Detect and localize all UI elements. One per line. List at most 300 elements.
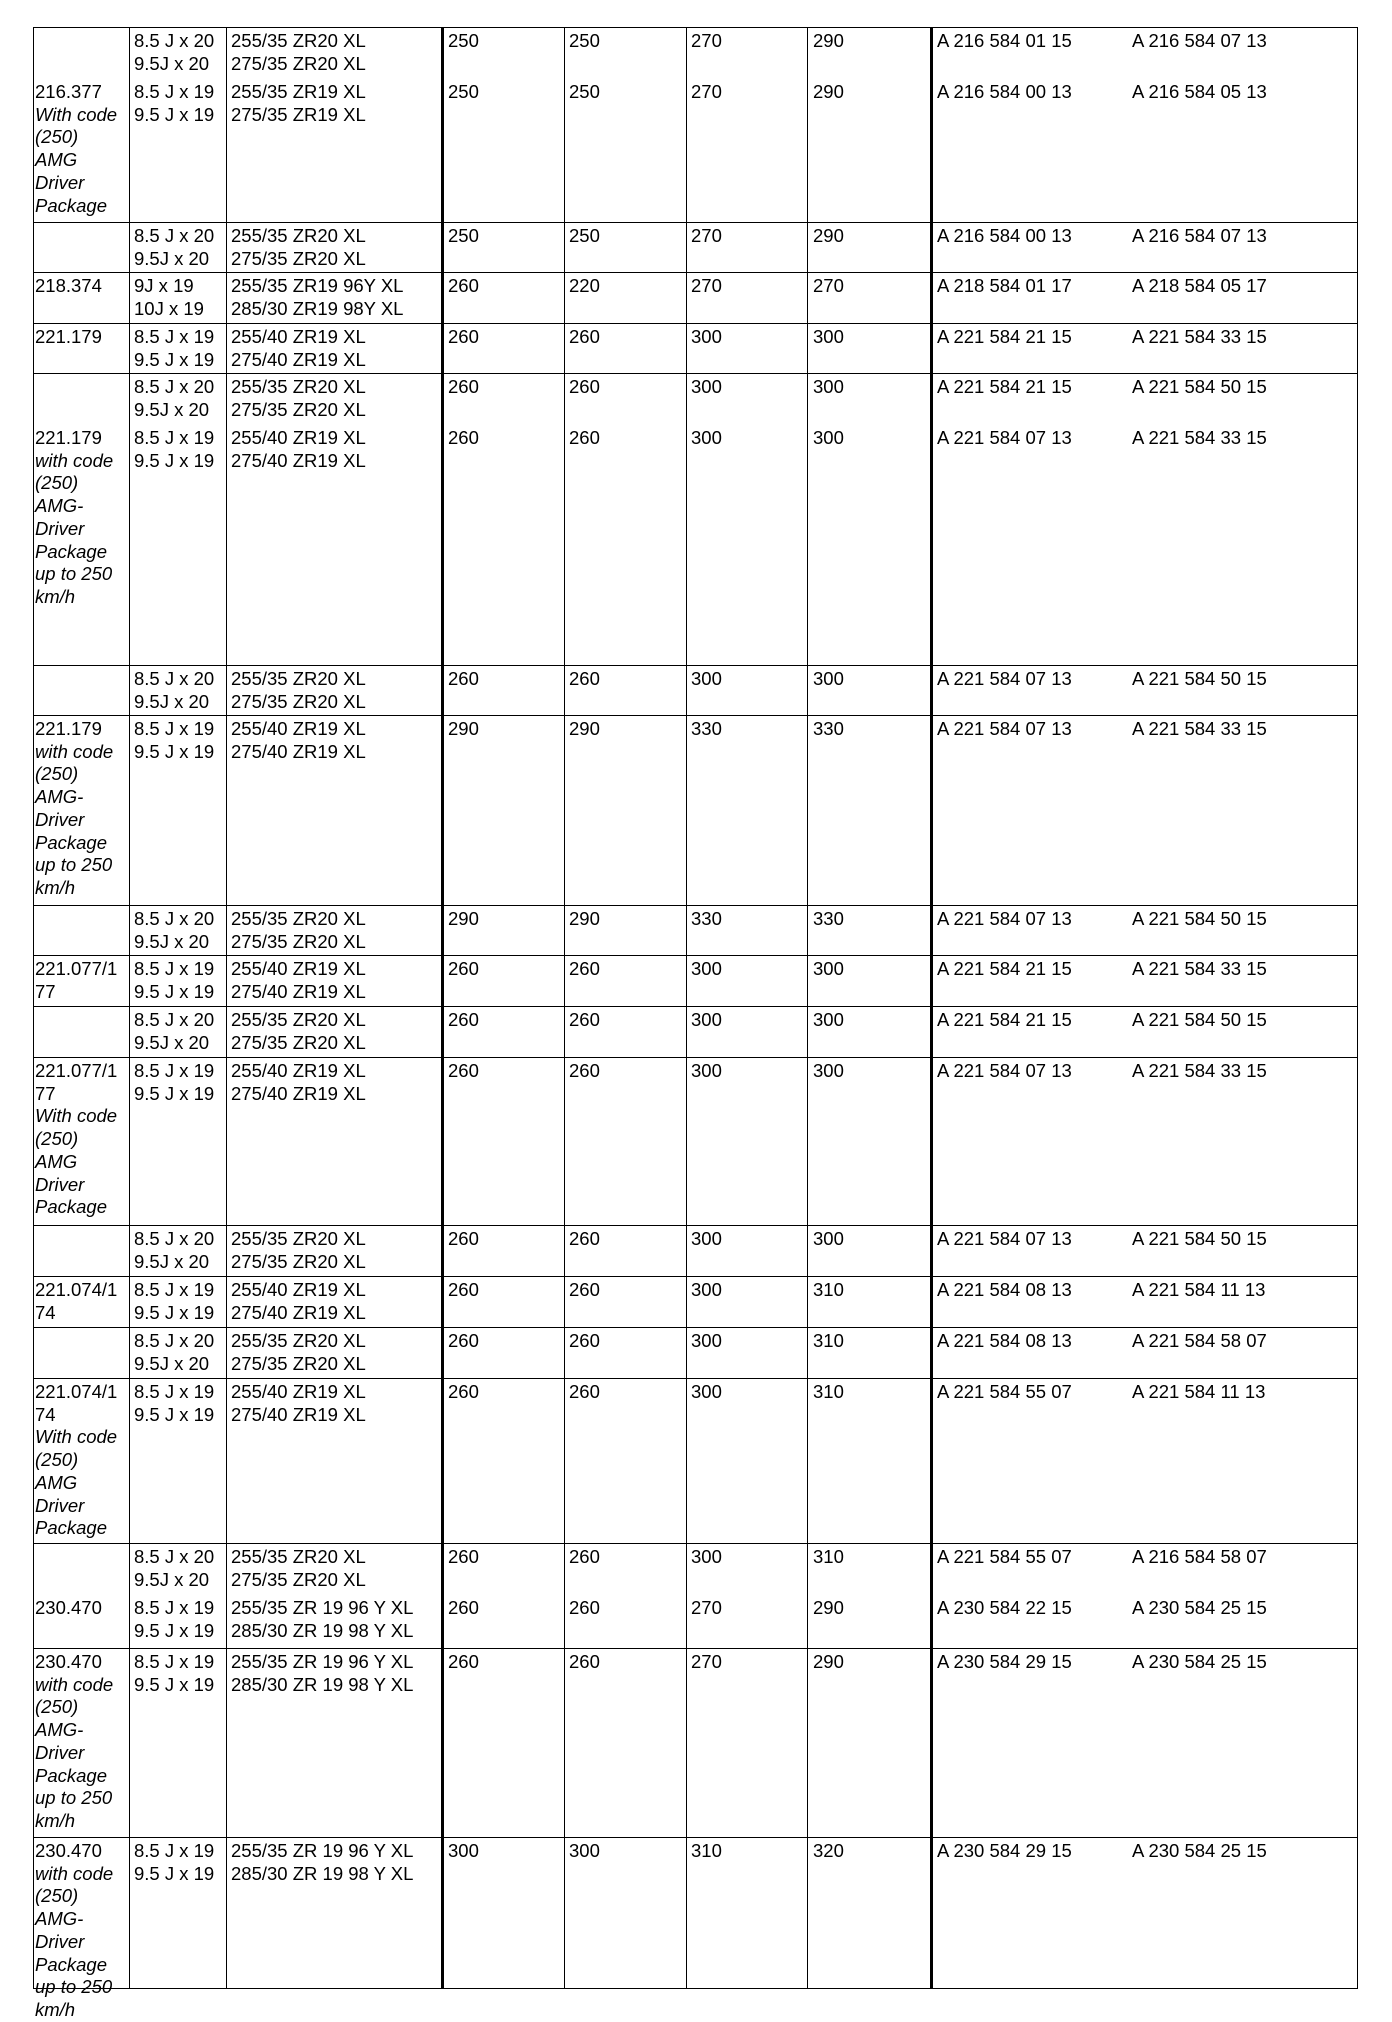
value-cell: 300 (691, 376, 722, 397)
value-cell: 260 (448, 1060, 479, 1081)
column-divider (807, 1058, 808, 1225)
column-divider (226, 374, 227, 665)
column-divider (807, 1226, 808, 1276)
table-row (33, 1276, 1358, 1327)
column-divider (564, 1544, 565, 1648)
tire-cell: 255/35 ZR20 XL 275/35 ZR20 XL (231, 668, 366, 712)
part-number-cell: A 221 584 50 15 (1132, 908, 1267, 929)
value-cell: 260 (569, 376, 600, 397)
column-divider (226, 223, 227, 272)
value-cell: 250 (569, 30, 600, 51)
column-divider (1357, 1277, 1358, 1327)
value-cell: 260 (569, 1546, 600, 1567)
tire-cell: 255/35 ZR20 XL 275/35 ZR20 XL (231, 1546, 366, 1590)
column-divider (564, 324, 565, 373)
column-divider (441, 1007, 444, 1057)
value-cell: 270 (691, 1651, 722, 1672)
value-cell: 260 (569, 1228, 600, 1249)
value-cell: 270 (691, 225, 722, 246)
column-divider (129, 1838, 130, 1988)
rim-cell: 8.5 J x 20 9.5J x 20 (134, 1228, 215, 1272)
column-divider (441, 374, 444, 665)
column-divider (226, 1328, 227, 1378)
column-divider (564, 1379, 565, 1543)
column-divider (33, 716, 34, 905)
column-divider (33, 1649, 34, 1837)
column-divider (1357, 1544, 1358, 1648)
value-cell: 260 (569, 1060, 600, 1081)
table-row (33, 373, 1358, 665)
value-cell: 250 (448, 81, 479, 102)
column-divider (441, 1058, 444, 1225)
model-cell (35, 718, 113, 900)
tire-cell: 255/35 ZR 19 96 Y XL 285/30 ZR 19 98 Y XL (231, 1597, 414, 1641)
tire-cell: 255/35 ZR 19 96 Y XL 285/30 ZR 19 98 Y XL (231, 1840, 414, 1884)
model-note: with code (250) AMG- Driver Package up to 250 km/h (35, 449, 114, 607)
column-divider (930, 666, 933, 715)
column-divider (807, 1649, 808, 1837)
part-number-cell: A 216 584 01 15 (937, 30, 1072, 51)
rim-cell: 9J x 19 10J x 19 (134, 275, 204, 319)
value-cell: 290 (813, 1651, 844, 1672)
part-number-cell: A 221 584 50 15 (1132, 376, 1267, 397)
model-cell (35, 1060, 117, 1219)
column-divider (1357, 1379, 1358, 1543)
column-divider (930, 1328, 933, 1378)
value-cell: 300 (691, 1381, 722, 1402)
column-divider (1357, 956, 1358, 1006)
column-divider (807, 1379, 808, 1543)
rim-cell: 8.5 J x 19 9.5 J x 19 (134, 718, 215, 762)
value-cell: 310 (813, 1381, 844, 1402)
column-divider (441, 956, 444, 1006)
rim-cell: 8.5 J x 20 9.5J x 20 (134, 225, 215, 269)
value-cell: 260 (569, 1381, 600, 1402)
value-cell: 290 (813, 30, 844, 51)
column-divider (930, 28, 933, 222)
column-divider (807, 1544, 808, 1648)
column-divider (226, 1277, 227, 1327)
part-number-cell: A 221 584 21 15 (937, 326, 1072, 347)
part-number-cell: A 221 584 21 15 (937, 958, 1072, 979)
column-divider (564, 1649, 565, 1837)
table-row (33, 323, 1358, 373)
tire-cell: 255/35 ZR 19 96 Y XL 285/30 ZR 19 98 Y XL (231, 1651, 414, 1695)
column-divider (686, 28, 687, 222)
column-divider (930, 1649, 933, 1837)
model-number: 221.179 (35, 718, 102, 739)
column-divider (1357, 374, 1358, 665)
column-divider (564, 666, 565, 715)
column-divider (226, 273, 227, 323)
column-divider (686, 273, 687, 323)
column-divider (33, 273, 34, 323)
model-number: 216.377 (35, 81, 102, 102)
rim-cell: 8.5 J x 19 9.5 J x 19 (134, 1381, 215, 1425)
column-divider (441, 906, 444, 955)
tire-cell: 255/35 ZR20 XL 275/35 ZR20 XL (231, 376, 366, 420)
table-row (33, 955, 1358, 1006)
column-divider (129, 666, 130, 715)
model-number: 230.470 (35, 1840, 102, 1861)
value-cell: 260 (448, 1651, 479, 1672)
column-divider (930, 1544, 933, 1648)
part-number-cell: A 221 584 07 13 (937, 1060, 1072, 1081)
rim-cell: 8.5 J x 20 9.5J x 20 (134, 30, 215, 74)
column-divider (564, 956, 565, 1006)
model-number: 221.074/1 74 (35, 1279, 118, 1323)
tire-cell: 255/40 ZR19 XL 275/40 ZR19 XL (231, 1060, 366, 1104)
column-divider (226, 906, 227, 955)
table-row (33, 1378, 1358, 1543)
column-divider (1357, 223, 1358, 272)
column-divider (129, 1277, 130, 1327)
column-divider (564, 223, 565, 272)
part-number-cell: A 216 584 07 13 (1132, 30, 1267, 51)
part-number-cell: A 221 584 33 15 (1132, 1060, 1267, 1081)
column-divider (564, 1226, 565, 1276)
table-row (33, 272, 1358, 323)
part-number-cell: A 221 584 50 15 (1132, 668, 1267, 689)
column-divider (807, 273, 808, 323)
part-number-cell: A 230 584 22 15 (937, 1597, 1072, 1618)
value-cell: 260 (448, 668, 479, 689)
value-cell: 300 (691, 958, 722, 979)
value-cell: 300 (813, 1009, 844, 1030)
column-divider (33, 1379, 34, 1543)
column-divider (564, 1058, 565, 1225)
rim-cell: 8.5 J x 20 9.5J x 20 (134, 668, 215, 712)
value-cell: 260 (569, 1279, 600, 1300)
value-cell: 270 (691, 30, 722, 51)
column-divider (1357, 1058, 1358, 1225)
value-cell: 260 (448, 1009, 479, 1030)
value-cell: 270 (691, 1597, 722, 1618)
part-number-cell: A 221 584 55 07 (937, 1546, 1072, 1567)
table-row (33, 1327, 1358, 1378)
tire-cell: 255/40 ZR19 XL 275/40 ZR19 XL (231, 718, 366, 762)
value-cell: 260 (448, 1330, 479, 1351)
column-divider (686, 906, 687, 955)
column-divider (564, 273, 565, 323)
column-divider (807, 716, 808, 905)
value-cell: 300 (691, 1009, 722, 1030)
column-divider (930, 716, 933, 905)
column-divider (930, 1379, 933, 1543)
rim-cell: 8.5 J x 19 9.5 J x 19 (134, 326, 215, 370)
column-divider (129, 28, 130, 222)
part-number-cell: A 221 584 07 13 (937, 718, 1072, 739)
value-cell: 260 (448, 1546, 479, 1567)
part-number-cell: A 221 584 11 13 (1132, 1381, 1266, 1402)
table-row (33, 1837, 1358, 2020)
value-cell: 300 (691, 1279, 722, 1300)
value-cell: 250 (569, 81, 600, 102)
table-row (33, 27, 1358, 222)
value-cell: 310 (813, 1546, 844, 1567)
column-divider (129, 1058, 130, 1225)
column-divider (807, 223, 808, 272)
part-number-cell: A 221 584 33 15 (1132, 427, 1267, 448)
column-divider (686, 1544, 687, 1648)
model-cell: 218.374 (35, 275, 102, 296)
column-divider (441, 1226, 444, 1276)
part-number-cell: A 218 584 01 17 (937, 275, 1072, 296)
model-cell (35, 958, 117, 1003)
part-number-cell: A 216 584 58 07 (1132, 1546, 1267, 1567)
rim-cell: 8.5 J x 19 9.5 J x 19 (134, 1060, 215, 1104)
value-cell: 260 (448, 427, 479, 448)
column-divider (226, 1379, 227, 1543)
value-cell: 260 (448, 376, 479, 397)
column-divider (930, 1007, 933, 1057)
model-note: With code (250) AMG Driver Package (35, 1105, 118, 1218)
value-cell: 300 (691, 1546, 722, 1567)
table-row (33, 1543, 1358, 1648)
column-divider (226, 1649, 227, 1837)
model-cell (35, 1279, 117, 1324)
rim-cell: 8.5 J x 20 9.5J x 20 (134, 908, 215, 952)
model-cell (35, 1381, 117, 1540)
table-row (33, 1057, 1358, 1225)
part-number-cell: A 221 584 08 13 (937, 1330, 1072, 1351)
column-divider (129, 716, 130, 905)
column-divider (33, 374, 34, 665)
value-cell: 260 (448, 1228, 479, 1249)
column-divider (441, 1838, 444, 1988)
column-divider (226, 1058, 227, 1225)
table-row (33, 665, 1358, 715)
column-divider (33, 1277, 34, 1327)
value-cell: 300 (813, 1060, 844, 1081)
column-divider (441, 1649, 444, 1837)
column-divider (33, 956, 34, 1006)
column-divider (564, 28, 565, 222)
rim-cell: 8.5 J x 20 9.5J x 20 (134, 1330, 215, 1374)
column-divider (441, 273, 444, 323)
value-cell: 300 (813, 668, 844, 689)
column-divider (686, 1379, 687, 1543)
value-cell: 290 (448, 718, 479, 739)
value-cell: 300 (691, 326, 722, 347)
value-cell: 310 (691, 1840, 722, 1861)
column-divider (930, 956, 933, 1006)
value-cell: 250 (569, 225, 600, 246)
column-divider (226, 666, 227, 715)
column-divider (807, 906, 808, 955)
column-divider (686, 956, 687, 1006)
value-cell: 270 (691, 275, 722, 296)
tire-cell: 255/35 ZR20 XL 275/35 ZR20 XL (231, 1009, 366, 1053)
column-divider (1357, 1226, 1358, 1276)
model-number: 221.179 (35, 427, 102, 448)
tire-cell: 255/35 ZR20 XL 275/35 ZR20 XL (231, 1330, 366, 1374)
value-cell: 300 (691, 668, 722, 689)
model-number: 221.077/1 77 (35, 958, 118, 1002)
rim-cell: 8.5 J x 19 9.5 J x 19 (134, 1840, 215, 1884)
column-divider (1357, 324, 1358, 373)
value-cell: 300 (691, 1330, 722, 1351)
column-divider (226, 716, 227, 905)
part-number-cell: A 221 584 55 07 (937, 1381, 1072, 1402)
column-divider (129, 1544, 130, 1648)
value-cell: 300 (691, 1228, 722, 1249)
column-divider (686, 716, 687, 905)
column-divider (441, 1277, 444, 1327)
value-cell: 260 (448, 275, 479, 296)
value-cell: 330 (691, 718, 722, 739)
column-divider (564, 1328, 565, 1378)
tire-cell: 255/40 ZR19 XL 275/40 ZR19 XL (231, 958, 366, 1002)
column-divider (129, 1649, 130, 1837)
part-number-cell: A 230 584 29 15 (937, 1651, 1072, 1672)
model-cell (35, 1840, 113, 2022)
column-divider (807, 374, 808, 665)
column-divider (930, 1226, 933, 1276)
value-cell: 320 (813, 1840, 844, 1861)
model-cell (35, 1651, 113, 1833)
rim-cell: 8.5 J x 19 9.5 J x 19 (134, 81, 215, 125)
column-divider (1357, 273, 1358, 323)
value-cell: 260 (448, 1381, 479, 1402)
model-note: With code (250) AMG Driver Package (35, 103, 118, 216)
value-cell: 300 (813, 326, 844, 347)
value-cell: 260 (569, 668, 600, 689)
tire-cell: 255/35 ZR19 96Y XL 285/30 ZR19 98Y XL (231, 275, 404, 319)
column-divider (807, 28, 808, 222)
value-cell: 300 (691, 427, 722, 448)
model-note: with code (250) AMG- Driver Package up to 250 km/h (35, 1862, 114, 2020)
value-cell: 300 (813, 1228, 844, 1249)
model-note: with code (250) AMG- Driver Package up to 250 km/h (35, 1673, 114, 1831)
column-divider (129, 1007, 130, 1057)
value-cell: 290 (813, 81, 844, 102)
column-divider (930, 223, 933, 272)
part-number-cell: A 216 584 07 13 (1132, 225, 1267, 246)
column-divider (807, 1007, 808, 1057)
column-divider (1357, 28, 1358, 222)
column-divider (930, 273, 933, 323)
value-cell: 290 (569, 718, 600, 739)
part-number-cell: A 216 584 00 13 (937, 81, 1072, 102)
model-number: 230.470 (35, 1651, 102, 1672)
value-cell: 300 (691, 1060, 722, 1081)
value-cell: 260 (448, 1279, 479, 1300)
value-cell: 310 (813, 1330, 844, 1351)
table-row (33, 222, 1358, 272)
column-divider (807, 956, 808, 1006)
part-number-cell: A 230 584 25 15 (1132, 1840, 1267, 1861)
value-cell: 300 (569, 1840, 600, 1861)
column-divider (930, 374, 933, 665)
column-divider (564, 1007, 565, 1057)
part-number-cell: A 216 584 05 13 (1132, 81, 1267, 102)
value-cell: 260 (569, 958, 600, 979)
part-number-cell: A 221 584 50 15 (1132, 1228, 1267, 1249)
value-cell: 270 (691, 81, 722, 102)
rim-cell: 8.5 J x 19 9.5 J x 19 (134, 958, 215, 1002)
column-divider (129, 1328, 130, 1378)
model-cell: 221.179 (35, 326, 102, 347)
column-divider (807, 1277, 808, 1327)
value-cell: 260 (569, 1330, 600, 1351)
rim-cell: 8.5 J x 19 9.5 J x 19 (134, 1651, 215, 1695)
rim-cell: 8.5 J x 19 9.5 J x 19 (134, 427, 215, 471)
value-cell: 260 (569, 326, 600, 347)
column-divider (686, 1058, 687, 1225)
part-number-cell: A 221 584 33 15 (1132, 718, 1267, 739)
column-divider (33, 1058, 34, 1225)
part-number-cell: A 221 584 33 15 (1132, 326, 1267, 347)
model-cell (35, 427, 113, 609)
table-row (33, 1225, 1358, 1276)
column-divider (441, 716, 444, 905)
column-divider (441, 1379, 444, 1543)
value-cell: 330 (813, 908, 844, 929)
value-cell: 220 (569, 275, 600, 296)
column-divider (33, 1544, 34, 1648)
tire-cell: 255/40 ZR19 XL 275/40 ZR19 XL (231, 326, 366, 370)
part-number-cell: A 221 584 11 13 (1132, 1279, 1266, 1300)
column-divider (807, 666, 808, 715)
part-number-cell: A 221 584 21 15 (937, 376, 1072, 397)
column-divider (33, 666, 34, 715)
model-note: With code (250) AMG Driver Package (35, 1426, 118, 1539)
column-divider (33, 1226, 34, 1276)
tire-cell: 255/35 ZR20 XL 275/35 ZR20 XL (231, 225, 366, 269)
value-cell: 330 (813, 718, 844, 739)
column-divider (226, 1007, 227, 1057)
model-number: 221.077/1 77 (35, 1060, 118, 1104)
value-cell: 260 (569, 1597, 600, 1618)
part-number-cell: A 221 584 50 15 (1132, 1009, 1267, 1030)
column-divider (1357, 1007, 1358, 1057)
column-divider (226, 1838, 227, 1988)
column-divider (226, 1226, 227, 1276)
column-divider (930, 1277, 933, 1327)
column-divider (930, 1058, 933, 1225)
column-divider (33, 1007, 34, 1057)
column-divider (686, 374, 687, 665)
column-divider (129, 906, 130, 955)
column-divider (226, 28, 227, 222)
model-cell (35, 81, 117, 217)
value-cell: 330 (691, 908, 722, 929)
column-divider (686, 1226, 687, 1276)
column-divider (33, 324, 34, 373)
part-number-cell: A 221 584 21 15 (937, 1009, 1072, 1030)
column-divider (686, 1277, 687, 1327)
tire-cell: 255/40 ZR19 XL 275/40 ZR19 XL (231, 1279, 366, 1323)
rim-cell: 8.5 J x 20 9.5J x 20 (134, 376, 215, 420)
tire-cell: 255/35 ZR20 XL 275/35 ZR20 XL (231, 908, 366, 952)
column-divider (564, 716, 565, 905)
column-divider (33, 223, 34, 272)
value-cell: 260 (448, 1597, 479, 1618)
part-number-cell: A 230 584 25 15 (1132, 1651, 1267, 1672)
column-divider (686, 1007, 687, 1057)
column-divider (930, 324, 933, 373)
column-divider (1357, 716, 1358, 905)
column-divider (33, 906, 34, 955)
value-cell: 300 (813, 376, 844, 397)
value-cell: 290 (813, 225, 844, 246)
column-divider (807, 1328, 808, 1378)
tire-cell: 255/35 ZR20 XL 275/35 ZR20 XL (231, 30, 366, 74)
table-row (33, 1648, 1358, 1837)
tire-cell: 255/35 ZR19 XL 275/35 ZR19 XL (231, 81, 366, 125)
rim-cell: 8.5 J x 20 9.5J x 20 (134, 1009, 215, 1053)
